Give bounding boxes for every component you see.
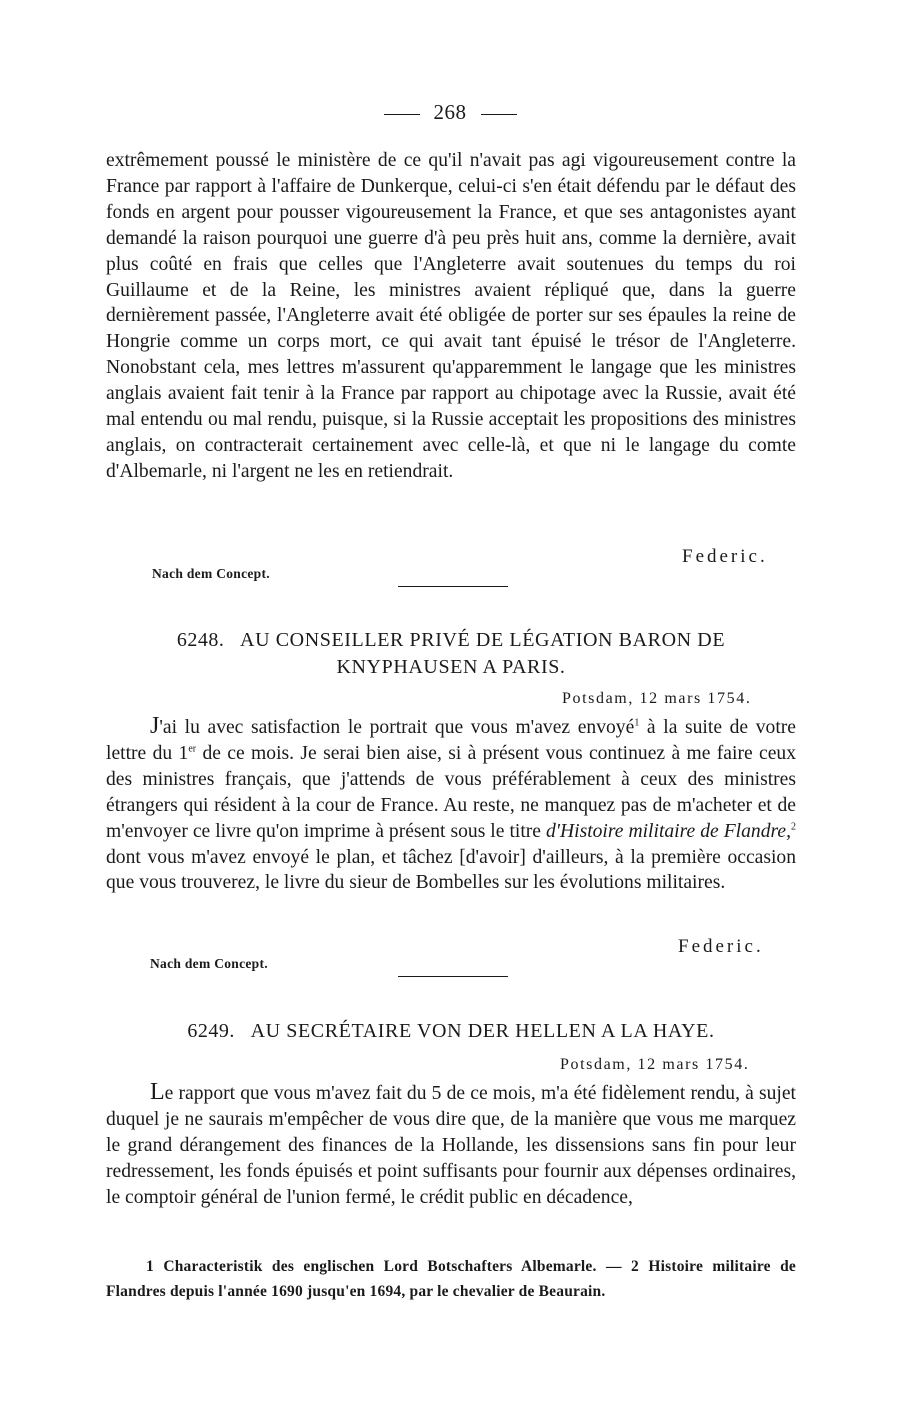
letter-6248-body — [106, 714, 796, 896]
letter-6248-text-c: de ce mois. Je serai bien aise, si à présent vous continuez à me faire ceux des ministres français, que j'attends de vous préférablement à ceux des ministres étrangers qui résident à la cour de France. Au reste, ne manquez pas de m'acheter et de m'envoyer ce livre qu'on imprime à présent sous le titre — [106, 742, 796, 842]
separator-rule-2 — [398, 976, 508, 977]
footnote-2-mark: 2 — [631, 1258, 639, 1275]
superscript-er: er — [188, 743, 197, 755]
footnote-1-mark: 1 — [146, 1258, 154, 1275]
previous-letter-signature: Federic. — [682, 546, 768, 567]
letter-6249-body — [106, 1080, 796, 1211]
letter-6248-paragraph — [106, 714, 796, 896]
letter-6248-text-d: dont vous m'avez envoyé le plan, et tâchez [d'avoir] d'ailleurs, à la première occasion que vous trouverez, le livre du sieur de Bombelles sur les évolutions militaires. — [106, 846, 796, 894]
previous-letter-body — [106, 148, 796, 485]
letter-6249-dropcap: L — [150, 1079, 165, 1105]
letter-6248-heading-text1: AU CONSEILLER PRIVÉ DE LÉGATION BARON DE — [240, 629, 726, 651]
page-number-dash-left — [384, 114, 420, 115]
letter-6249-paragraph — [106, 1080, 796, 1211]
separator-rule-1 — [398, 586, 508, 587]
footnote-ref-2: 2 — [791, 821, 796, 833]
letter-6249-heading — [106, 1018, 796, 1045]
footnote-2-text: Histoire militaire de Flandres depuis l'année 1690 jusqu'en 1694, par le chevalier de Beaurain. — [106, 1258, 797, 1300]
letter-6248-heading-line2: KNYPHAUSEN A PARIS. — [336, 656, 566, 678]
previous-letter-source: Nach dem Concept. — [152, 566, 270, 581]
letter-6248-dropcap: J — [150, 713, 160, 739]
letter-6248-text-b: à la suite de votre lettre du 1 — [106, 717, 796, 764]
page-number — [0, 100, 900, 125]
letter-6248-signature: Federic. — [678, 936, 764, 957]
letter-6249-number: 6249. — [187, 1020, 235, 1042]
book-title-italic: d'Histoire militaire de Flandre, — [545, 820, 791, 842]
letter-6249-date: Potsdam, 12 mars 1754. — [560, 1056, 750, 1073]
letter-6248-text-a: 'ai lu avec satisfaction le portrait que vous m'avez envoyé — [159, 717, 635, 738]
letter-6249-text: e rapport que vous m'avez fait du 5 de ce mois, m'a été fidèlement rendu, à sujet duquel je ne saurais m'empêcher de vous dire que, de la manière que vous me marquez le grand dérangement des finances de la Hollande, les dissensions sans fin pour leur redressement, les fonds épuisés et point suffisants pour fournir aux dépenses ordinaires, le comptoir général de l'union fermé, le crédit public en décadence, — [106, 1083, 796, 1208]
footnotes — [106, 1254, 796, 1304]
page-number-dash-right — [481, 114, 517, 115]
letter-6248-date: Potsdam, 12 mars 1754. — [562, 690, 752, 707]
footnote-ref-1: 1 — [634, 717, 640, 729]
previous-letter-text: extrêmement poussé le ministère de ce qu'il n'avait pas agi vigoureusement contre la France par rapport à l'affaire de Dunkerque, celui-ci s'en était défendu par le défaut des fonds en argent pour pousser vigoureusement la France, et que ses antagonistes ayant demandé la raison pourquoi une guerre d'à peu près huit ans, comme la dernière, avait plus coûté en frais que celles que l'Angleterre avait soutenues du temps du roi Guillaume et de la Reine, les ministres avaient répliqué que, dans la guerre dernièrement passée, l'Angleterre avait été obligée de porter sur ses épaules la reine de Hongrie comme un corps mort, ce qui avait tant épuisé le trésor de l'Angleterre. Nonobstant cela, mes lettres m'assurent qu'apparemment le langage que les ministres anglais avaient fait tenir à la France par rapport au chipotage avec la Russie, avait été mal entendu ou mal rendu, puisque, si la Russie acceptait les propositions des ministres anglais, on contracterait certainement avec celle-là, et que ni le langage du comte d'Albemarle, ni l'argent ne les en retiendrait. — [106, 150, 796, 482]
letter-6248-source: Nach dem Concept. — [150, 956, 268, 971]
page-number-text: 268 — [433, 100, 467, 124]
letter-6248-number: 6248. — [176, 629, 225, 651]
footnote-1-text: Characteristik des englischen Lord Botschafters Albemarle. — — [163, 1258, 622, 1275]
letter-6249-heading-text: AU SECRÉTAIRE VON DER HELLEN A LA HAYE. — [250, 1020, 715, 1042]
letter-6248-heading — [106, 627, 796, 681]
letter-6248-heading-line1 — [106, 627, 796, 654]
